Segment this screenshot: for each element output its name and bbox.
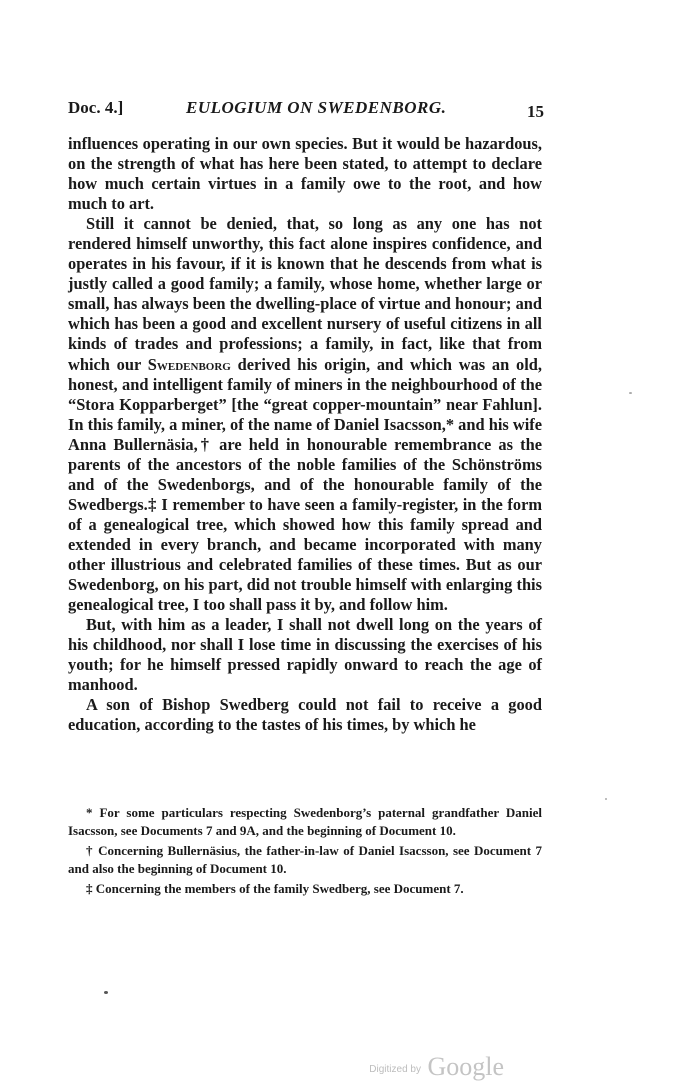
running-title: EULOGIUM ON SWEDENBORG. <box>186 98 447 117</box>
footnote-asterisk: * For some particulars respecting Swedenborg’s paternal grandfather Daniel Isacsson, see Documents 7 and 9A, and the beginning of Document 10. <box>68 805 542 838</box>
footnotes <box>68 804 542 901</box>
google-logo-text: Google <box>427 1052 504 1081</box>
footnote-dagger: † Concerning Bullernäsius, the father-in-law of Daniel Isacsson, see Document 7 and also the beginning of Document 10. <box>68 843 542 876</box>
paragraph-3: But, with him as a leader, I shall not dwell long on the years of his childhood, nor shall I lose time in discussing the exercises of his youth; for he himself pressed rapidly onward to reach the age of manhood. <box>68 615 542 695</box>
stray-mark <box>605 798 607 800</box>
footnote-double-dagger: ‡ Concerning the members of the family Swedberg, see Document 7. <box>86 881 464 897</box>
watermark-prefix: Digitized by <box>369 1064 421 1075</box>
running-header <box>68 98 544 120</box>
stray-mark <box>629 392 632 394</box>
paragraph-1: influences operating in our own species. But it would be hazardous, on the strength of what has here been stated, to attempt to declare how much certain virtues in a family owe to the root, and how much to art. <box>68 134 542 214</box>
body-text <box>68 134 542 735</box>
digitized-by-google-watermark <box>369 1052 504 1082</box>
paragraph-2-part-b: derived his origin, and which was an old, honest, and intelligent family of miners in the neighbourhood of the “Stora Kopparberget” [the “great copper-mountain” near Fahlun]. In this family, a miner, of the name of Daniel Isacsson,* and his wife Anna Bullernäsia,† are held in honourable remembrance as the parents of the ancestors of the noble families of the Schönströms and of the Swedenborgs, and of the honourable family of the Swedbergs.‡ I remember to have seen a family-register, in the form of a genealogical tree, which showed how this family spread and extended in every branch, and became incorporated with many other illustrious and celebrated families of these times. But as our Swedenborg, on his part, did not trouble himself with enlarging this genealogical tree, I too shall pass it by, and follow him. <box>68 354 542 615</box>
stray-mark <box>104 991 108 994</box>
paragraph-2 <box>68 214 542 615</box>
page-number: 15 <box>527 102 544 121</box>
paragraph-2-part-a: Still it cannot be denied, that, so long as any one has not rendered himself unworthy, this fact alone inspires confidence, and operates in his favour, if it is known that he descends from what is justly called a good family; a family, whose home, whether large or small, has always been the dwelling-place of virtue and honour; and which has been a good and excellent nursery of useful citizens in all kinds of trades and professions; a family, in fact, like that from which our <box>68 214 543 374</box>
paragraph-4: A son of Bishop Swedberg could not fail to receive a good education, according to the tastes of his times, by which he <box>68 695 542 735</box>
document-reference: Doc. 4.] <box>68 98 124 117</box>
swedenborg-small-caps: Swedenborg <box>147 354 231 374</box>
